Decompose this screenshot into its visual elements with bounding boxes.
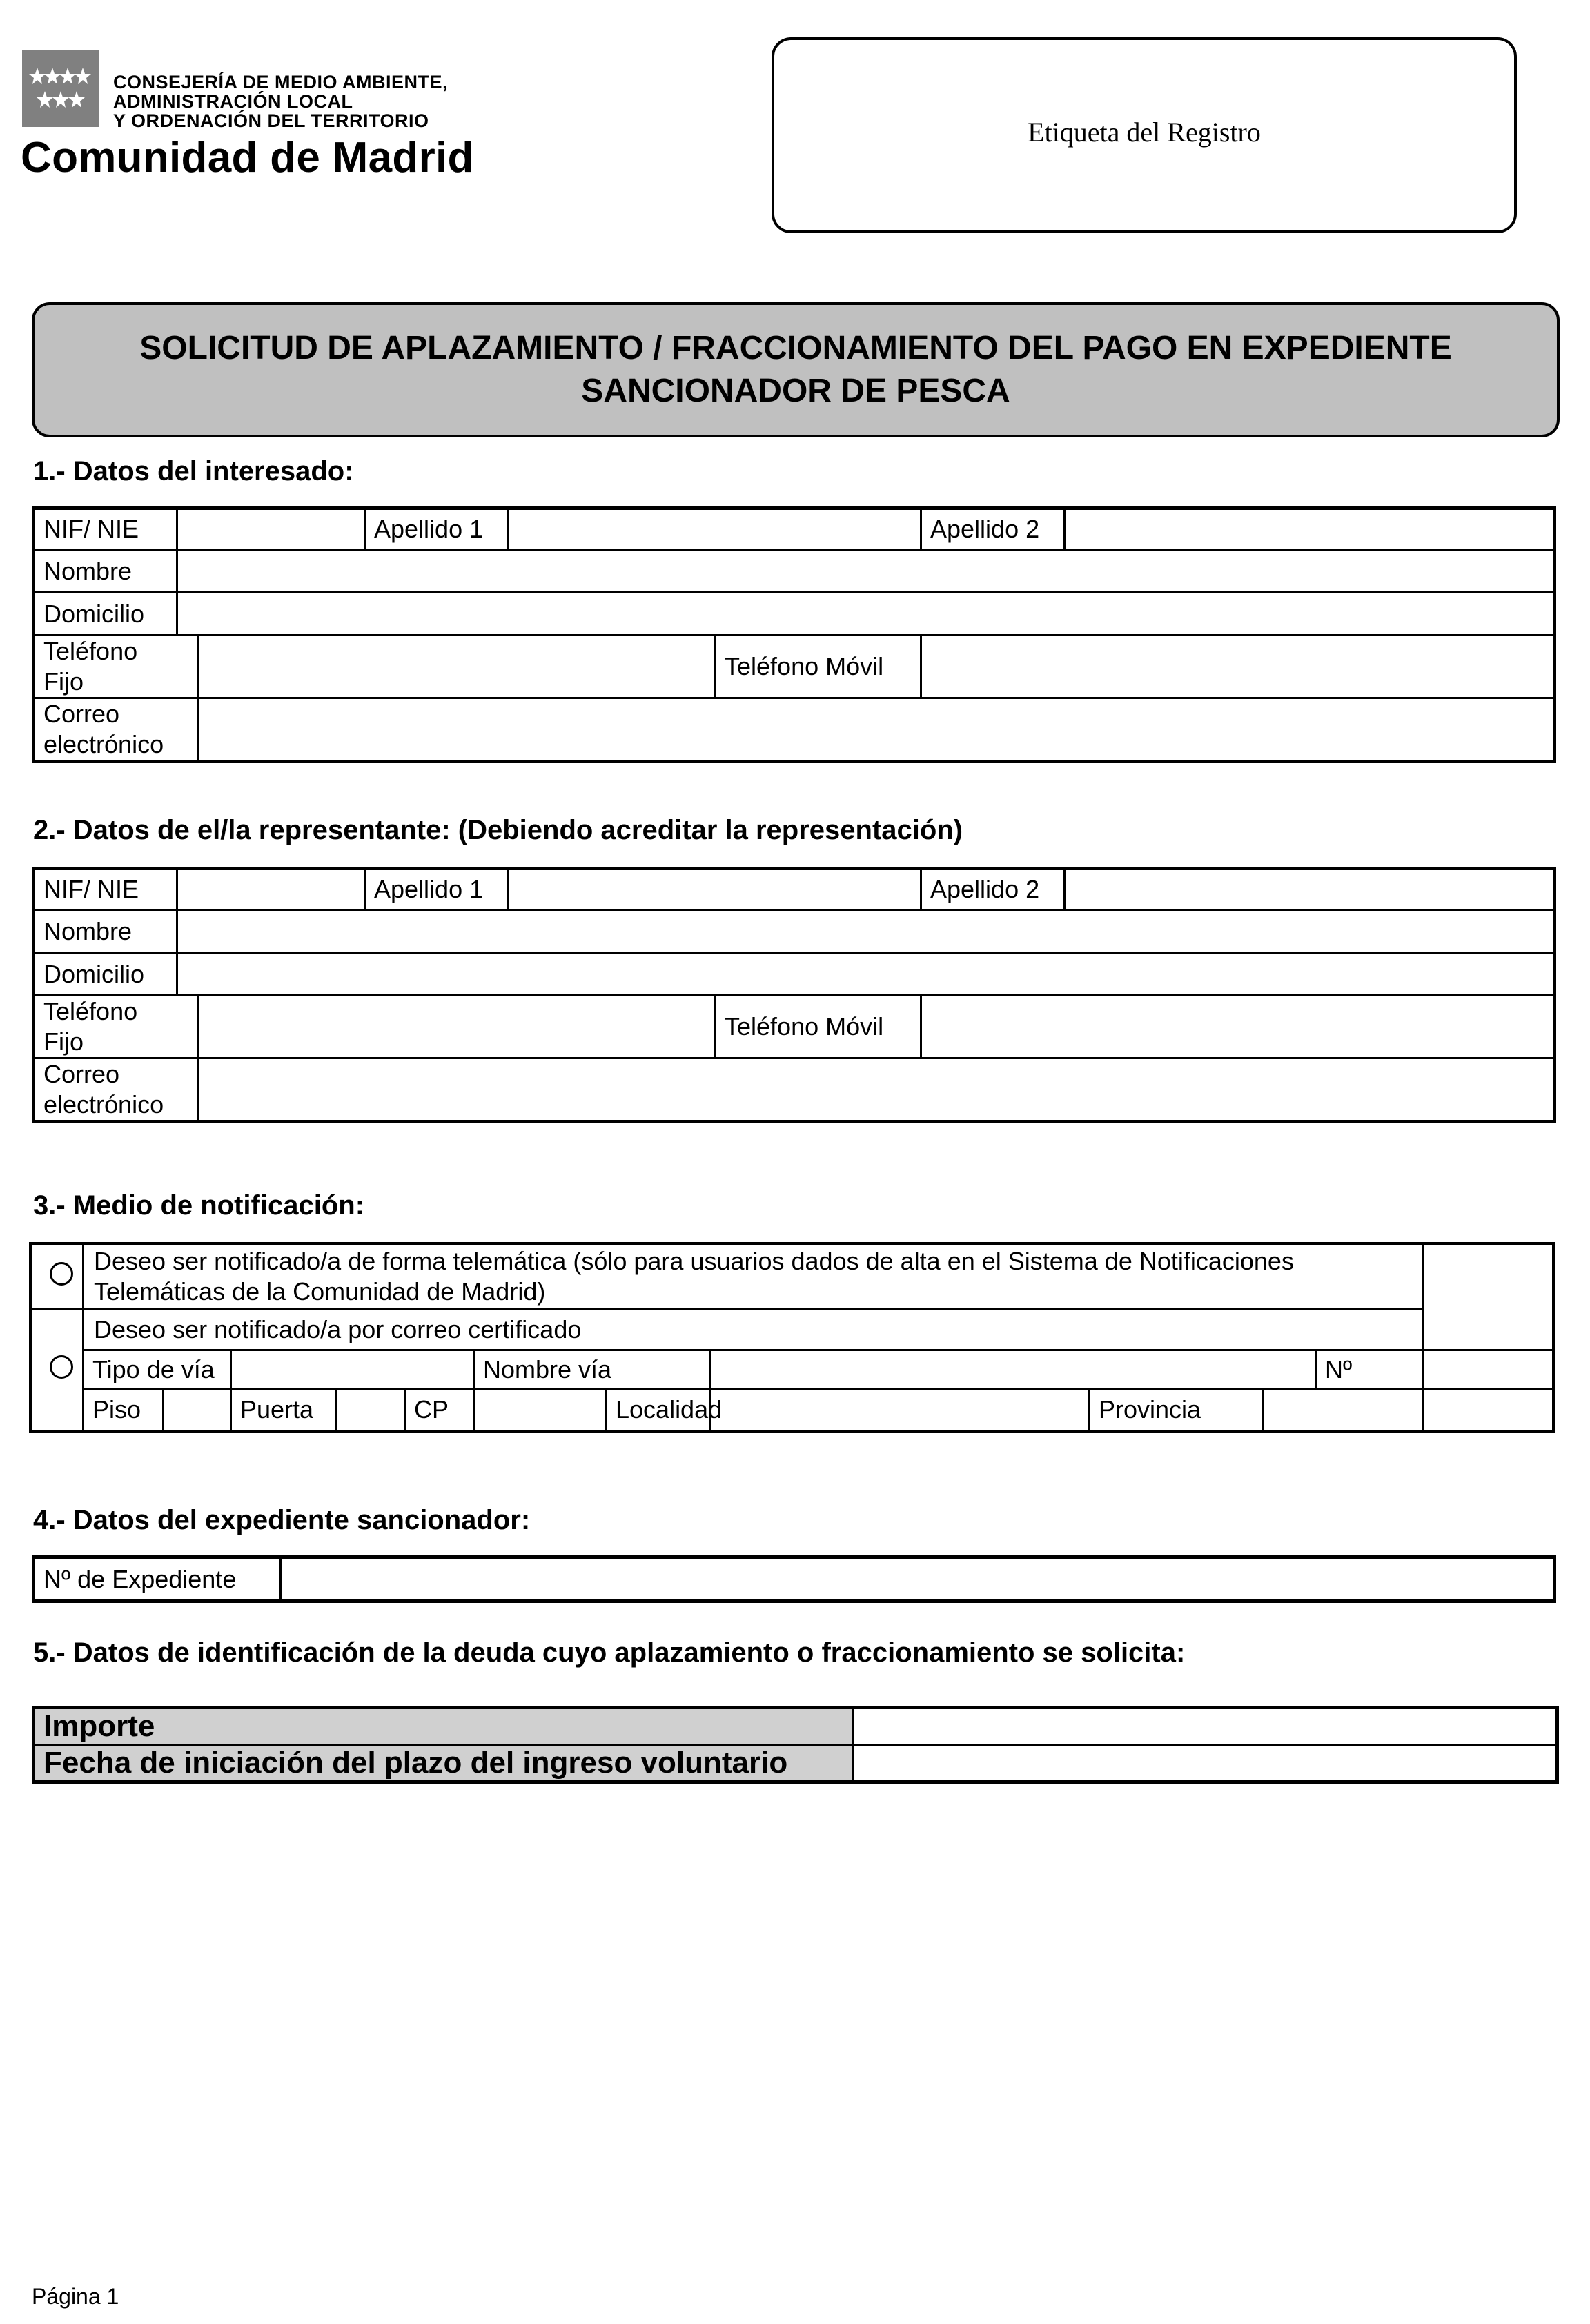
registry-label-box — [772, 37, 1517, 233]
rep-correo-label: Correo electrónico — [34, 1058, 198, 1122]
provincia-label: Provincia — [1090, 1389, 1264, 1432]
form-title-line-1: SOLICITUD DE APLAZAMIENTO / FRACCIONAMIENTO DEL PAGO EN EXPEDIENTE — [139, 330, 1452, 366]
rep-apellido1-input[interactable] — [509, 869, 921, 910]
telefono-movil-label: Teléfono Móvil — [716, 636, 921, 698]
importe-label: Importe — [34, 1708, 854, 1745]
telefono-movil-input[interactable] — [921, 636, 1555, 698]
org-name: Comunidad de Madrid — [21, 134, 474, 181]
rep-telefono-fijo-input[interactable] — [198, 996, 716, 1058]
notification-table — [29, 1242, 1555, 1433]
madrid-logo — [22, 50, 99, 127]
apellido1-label: Apellido 1 — [365, 509, 509, 550]
debt-table — [32, 1706, 1559, 1784]
apellido2-label: Apellido 2 — [921, 509, 1065, 550]
piso-label: Piso — [84, 1389, 164, 1432]
section3-heading: 3.- Medio de notificación: — [33, 1190, 365, 1221]
rep-nif-label: NIF/ NIE — [34, 869, 177, 910]
localidad-input[interactable] — [710, 1389, 1090, 1432]
rep-apellido2-input[interactable] — [1065, 869, 1555, 910]
nombre-via-label: Nombre vía — [474, 1350, 710, 1389]
localidad-label: Localidad — [607, 1389, 710, 1432]
rep-nombre-label: Nombre — [34, 910, 177, 953]
apellido1-input[interactable] — [509, 509, 921, 550]
domicilio-label: Domicilio — [34, 593, 177, 636]
page-number: Página 1 — [32, 2284, 119, 2309]
rep-apellido1-label: Apellido 1 — [365, 869, 509, 910]
tipo-via-input[interactable] — [231, 1350, 474, 1389]
org-line-3: Y ORDENACIÓN DEL TERRITORIO — [113, 110, 429, 131]
fecha-input[interactable] — [854, 1745, 1558, 1782]
org-line-1: CONSEJERÍA DE MEDIO AMBIENTE, — [113, 72, 449, 92]
section5-heading: 5.- Datos de identificación de la deuda cuyo aplazamiento o fraccionamiento se solicita: — [33, 1637, 1186, 1668]
form-title-line-2: SANCIONADOR DE PESCA — [581, 373, 1010, 409]
domicilio-input[interactable] — [177, 593, 1555, 636]
rep-nombre-input[interactable] — [177, 910, 1555, 953]
rep-correo-input[interactable] — [198, 1058, 1555, 1122]
rep-telefono-movil-label: Teléfono Móvil — [716, 996, 921, 1058]
representative-table — [32, 867, 1556, 1123]
stars-icon — [22, 50, 99, 127]
rep-apellido2-label: Apellido 2 — [921, 869, 1065, 910]
cp-label: CP — [405, 1389, 474, 1432]
mail-radio-cell[interactable] — [31, 1309, 84, 1432]
correo-input[interactable] — [198, 698, 1555, 762]
telematic-radio-cell[interactable] — [31, 1244, 84, 1309]
apellido2-input[interactable] — [1065, 509, 1555, 550]
cp-input[interactable] — [474, 1389, 607, 1432]
telematic-radio[interactable] — [50, 1262, 73, 1286]
telefono-fijo-label: Teléfono Fijo — [34, 636, 198, 698]
nif-label: NIF/ NIE — [34, 509, 177, 550]
numero-label: Nº — [1316, 1350, 1424, 1389]
rep-telefono-movil-input[interactable] — [921, 996, 1555, 1058]
telefono-fijo-input[interactable] — [198, 636, 716, 698]
puerta-label: Puerta — [231, 1389, 336, 1432]
puerta-input[interactable] — [336, 1389, 405, 1432]
rep-domicilio-input[interactable] — [177, 953, 1555, 996]
mail-radio[interactable] — [50, 1355, 73, 1379]
nombre-input[interactable] — [177, 550, 1555, 593]
provincia-input[interactable] — [1264, 1389, 1424, 1432]
nombre-via-input[interactable] — [710, 1350, 1316, 1389]
fecha-label: Fecha de iniciación del plazo del ingreso voluntario — [34, 1745, 854, 1782]
correo-label: Correo electrónico — [34, 698, 198, 762]
expediente-input[interactable] — [281, 1557, 1555, 1602]
nif-input[interactable] — [177, 509, 365, 550]
piso-input[interactable] — [164, 1389, 231, 1432]
section4-heading: 4.- Datos del expediente sancionador: — [33, 1505, 531, 1535]
section2-heading: 2.- Datos de el/la representante: (Debiendo acreditar la representación) — [33, 815, 963, 845]
expediente-label: Nº de Expediente — [34, 1557, 281, 1602]
expediente-table — [32, 1555, 1556, 1603]
rep-telefono-fijo-label: Teléfono Fijo — [34, 996, 198, 1058]
org-line-2: ADMINISTRACIÓN LOCAL — [113, 91, 353, 112]
importe-input[interactable] — [854, 1708, 1558, 1745]
interested-party-table — [32, 506, 1556, 763]
tipo-via-label: Tipo de vía — [84, 1350, 231, 1389]
mail-option-label: Deseo ser notificado/a por correo certificado — [84, 1309, 1424, 1350]
registry-label: Etiqueta del Registro — [1028, 116, 1261, 148]
rep-nif-input[interactable] — [177, 869, 365, 910]
rep-domicilio-label: Domicilio — [34, 953, 177, 996]
nombre-label: Nombre — [34, 550, 177, 593]
form-title-box — [32, 302, 1560, 437]
numero-input[interactable] — [1424, 1350, 1554, 1389]
telematic-option-label: Deseo ser notificado/a de forma telemática (sólo para usuarios dados de alta en el Sistema de Notificaciones Telemáticas de la Comunidad de Madrid) — [84, 1244, 1424, 1309]
section1-heading: 1.- Datos del interesado: — [33, 456, 354, 486]
